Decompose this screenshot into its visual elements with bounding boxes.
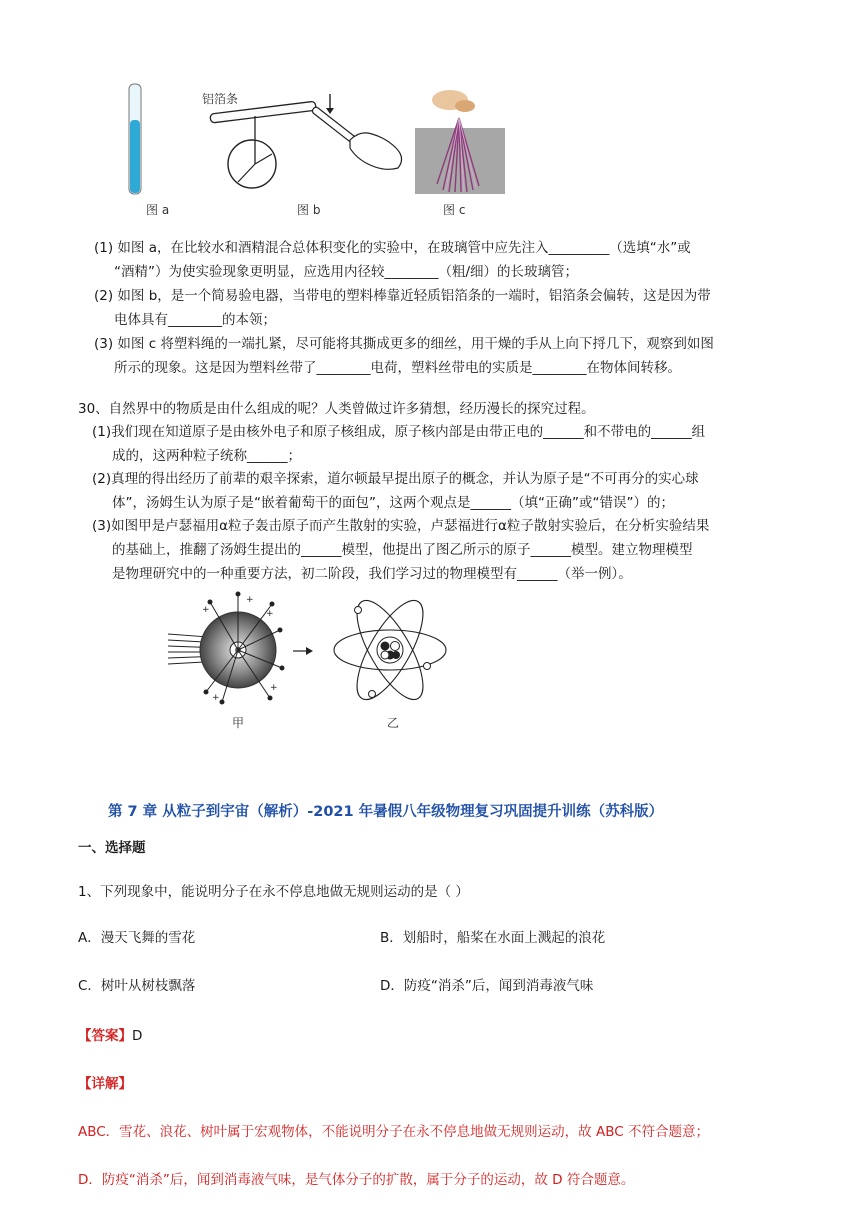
test-tube-figure [120,80,150,200]
part-heading: 一、选择题 [78,840,146,856]
q1-stem: 1、下列现象中，能说明分子在永不停息地做无规则运动的是（ ） [78,884,469,900]
svg-text:+: + [202,605,210,615]
q30-p3-line1: (3)如图甲是卢瑟福用α粒子轰击原子而产生散射的实验，卢瑟福进行α粒子散射实验后，在分析实验结果 [92,518,710,534]
fig-jia-caption: 甲 [232,716,245,730]
q30-p3-line2: 的基础上，推翻了汤姆生提出的______模型，他提出了图乙所示的原子______模型。建立物理模型 [112,542,693,558]
q1-option-b: B．划船时，船桨在水面上溅起的浪花 [380,930,606,946]
q30-stem: 30、自然界中的物质是由什么组成的呢？人类曾做过许多猜想，经历漫长的探究过程。 [78,401,595,417]
svg-text:+: + [266,609,274,619]
fig-yi-caption: 乙 [387,716,400,730]
detail-label: 【详解】 [78,1076,132,1092]
q29-p2-line2: 电体具有________的本领； [114,312,276,328]
fig-a-caption: 图 a [146,203,170,217]
q29-p1-line2: “酒精”）为使实验现象更明显，应选用内径较________（粗/细）的长玻璃管； [114,264,579,280]
plastic-strands-figure [415,80,505,200]
q1-option-d: D．防疫“消杀”后，闻到消毒液气味 [380,978,594,994]
q30-p1-line2: 成的，这两种粒子统称______； [112,448,301,464]
fig-b-foil-label: 铝箔条 [202,92,239,106]
q29-p1-line1: (1) 如图 a，在比较水和酒精混合总体积变化的实验中，在玻璃管中应先注入_________（选填“水”或 [94,240,691,256]
svg-text:+: + [212,693,220,703]
atom-model-figure [330,590,450,710]
answer-label: 【答案】 [78,1028,132,1044]
svg-text:+: + [270,683,278,693]
q30-p1-line1: (1)我们现在知道原子是由核外电子和原子核组成，原子核内部是由带正电的______和不带电的______组 [92,424,706,440]
q1-option-a: A．漫天飞舞的雪花 [78,930,196,946]
q1-answer [78,1026,142,1046]
q29-p3-line1: (3) 如图 c 将塑料绳的一端扎紧，尽可能将其撕成更多的细丝，用干燥的手从上向下捋几下，观察到如图 [94,336,714,352]
figure-row-top [120,80,500,220]
answer-value: D [132,1028,143,1044]
fig-c-caption: 图 c [443,203,466,217]
q30-p2-line2: 体”，汤姆生认为原子是“嵌着葡萄干的面包”，这两个观点是______（填“正确”或“错误”）的； [112,495,674,511]
figure-row-atom [160,590,460,740]
fig-b-caption: 图 b [297,203,321,217]
svg-text:+: + [246,595,254,605]
q30-p2-line1: (2)真理的得出经历了前辈的艰辛探索，道尔顿最早提出原子的概念，并认为原子是“不可再分的实心球 [92,471,699,487]
q29-p2-line1: (2) 如图 b，是一个简易验电器，当带电的塑料棒靠近轻质铝箔条的一端时，铝箔条会偏转，这是因为带 [94,288,711,304]
alpha-scattering-figure [160,590,290,710]
q30-p3-line3: 是物理研究中的一种重要方法，初二阶段，我们学习过的物理模型有______（举一例）。 [112,566,632,582]
detail-line2: D．防疫“消杀”后，闻到消毒液气味，是气体分子的扩散，属于分子的运动，故 D 符合题意。 [78,1172,635,1188]
q1-option-c: C．树叶从树枝飘落 [78,978,196,994]
arrow-icon [292,646,314,656]
q29-p3-line2: 所示的现象。这是因为塑料丝带了________电荷，塑料丝带电的实质是________在物体间转移。 [114,360,681,376]
detail-line1: ABC．雪花、浪花、树叶属于宏观物体，不能说明分子在永不停息地做无规则运动，故 ABC 不符合题意； [78,1124,709,1140]
section-title: 第 7 章 从粒子到宇宙（解析）-2021 年暑假八年级物理复习巩固提升训练（苏科版） [108,804,664,820]
